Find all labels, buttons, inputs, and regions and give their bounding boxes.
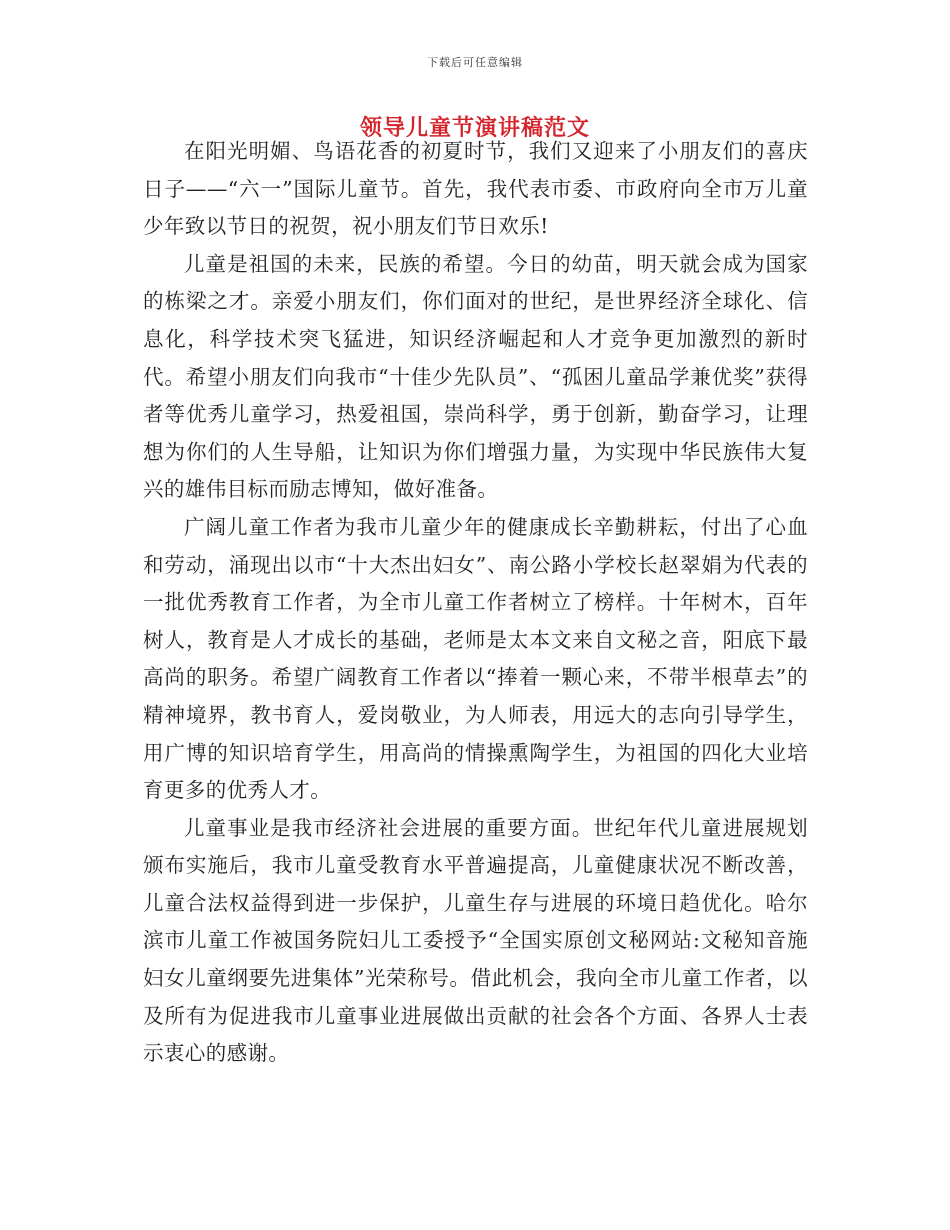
- document-title: 领导儿童节演讲稿范文: [359, 115, 590, 141]
- paragraph-3: 广阔儿童工作者为我市儿童少年的健康成长辛勤耕耘，付出了心血和劳动，涌现出以市“十大杰出妇女”、南公路小学校长赵翠娟为代表的一批优秀教育工作者，为全市儿童工作者树立了榜样。十年树木，百年树人，教育是人才成长的基础，老师是太本文来自文秘之音，阳底下最高尚的职务。希望广阔教育工作者以“捧着一颗心来，不带半根草去”的精神境界，教书育人，爱岗敬业，为人师表，用远大的志向引导学生，用广博的知识培育学生，用高尚的情操熏陶学生，为祖国的四化大业培育更多的优秀人才。: [143, 514, 808, 803]
- paragraph-1: 在阳光明媚、鸟语花香的初夏时节，我们又迎来了小朋友们的喜庆日子——“六一”国际儿童节。首先，我代表市委、市政府向全市万儿童少年致以节日的祝贺，祝小朋友们节日欢乐!: [143, 139, 808, 239]
- paragraph-2: 儿童是祖国的未来，民族的希望。今日的幼苗，明天就会成为国家的栋梁之才。亲爱小朋友们，你们面对的世纪，是世界经济全球化、信息化，科学技术突飞猛进，知识经济崛起和人才竞争更加激烈的新时代。希望小朋友们向我市“十佳少先队员”、“孤困儿童品学兼优奖”获得者等优秀儿童学习，热爱祖国，崇尚科学，勇于创新，勤奋学习，让理想为你们的人生导船，让知识为你们增强力量，为实现中华民族伟大复兴的雄伟目标而励志博知，做好准备。: [143, 251, 808, 502]
- page-header-note: 下载后可任意编辑: [427, 56, 523, 69]
- document-body: [143, 133, 808, 1073]
- paragraph-4: 儿童事业是我市经济社会进展的重要方面。世纪年代儿童进展规划颁布实施后，我市儿童受教育水平普遍提高，儿童健康状况不断改善，儿童合法权益得到进一步保护，儿童生存与进展的环境日趋优化。哈尔滨市儿童工作被国务院妇儿工委授予“全国实原创文秘网站:文秘知音施妇女儿童纲要先进集体”光荣称号。借此机会，我向全市儿童工作者，以及所有为促进我市儿童事业进展做出贡献的社会各个方面、各界人士表示衷心的感谢。: [143, 815, 808, 1066]
